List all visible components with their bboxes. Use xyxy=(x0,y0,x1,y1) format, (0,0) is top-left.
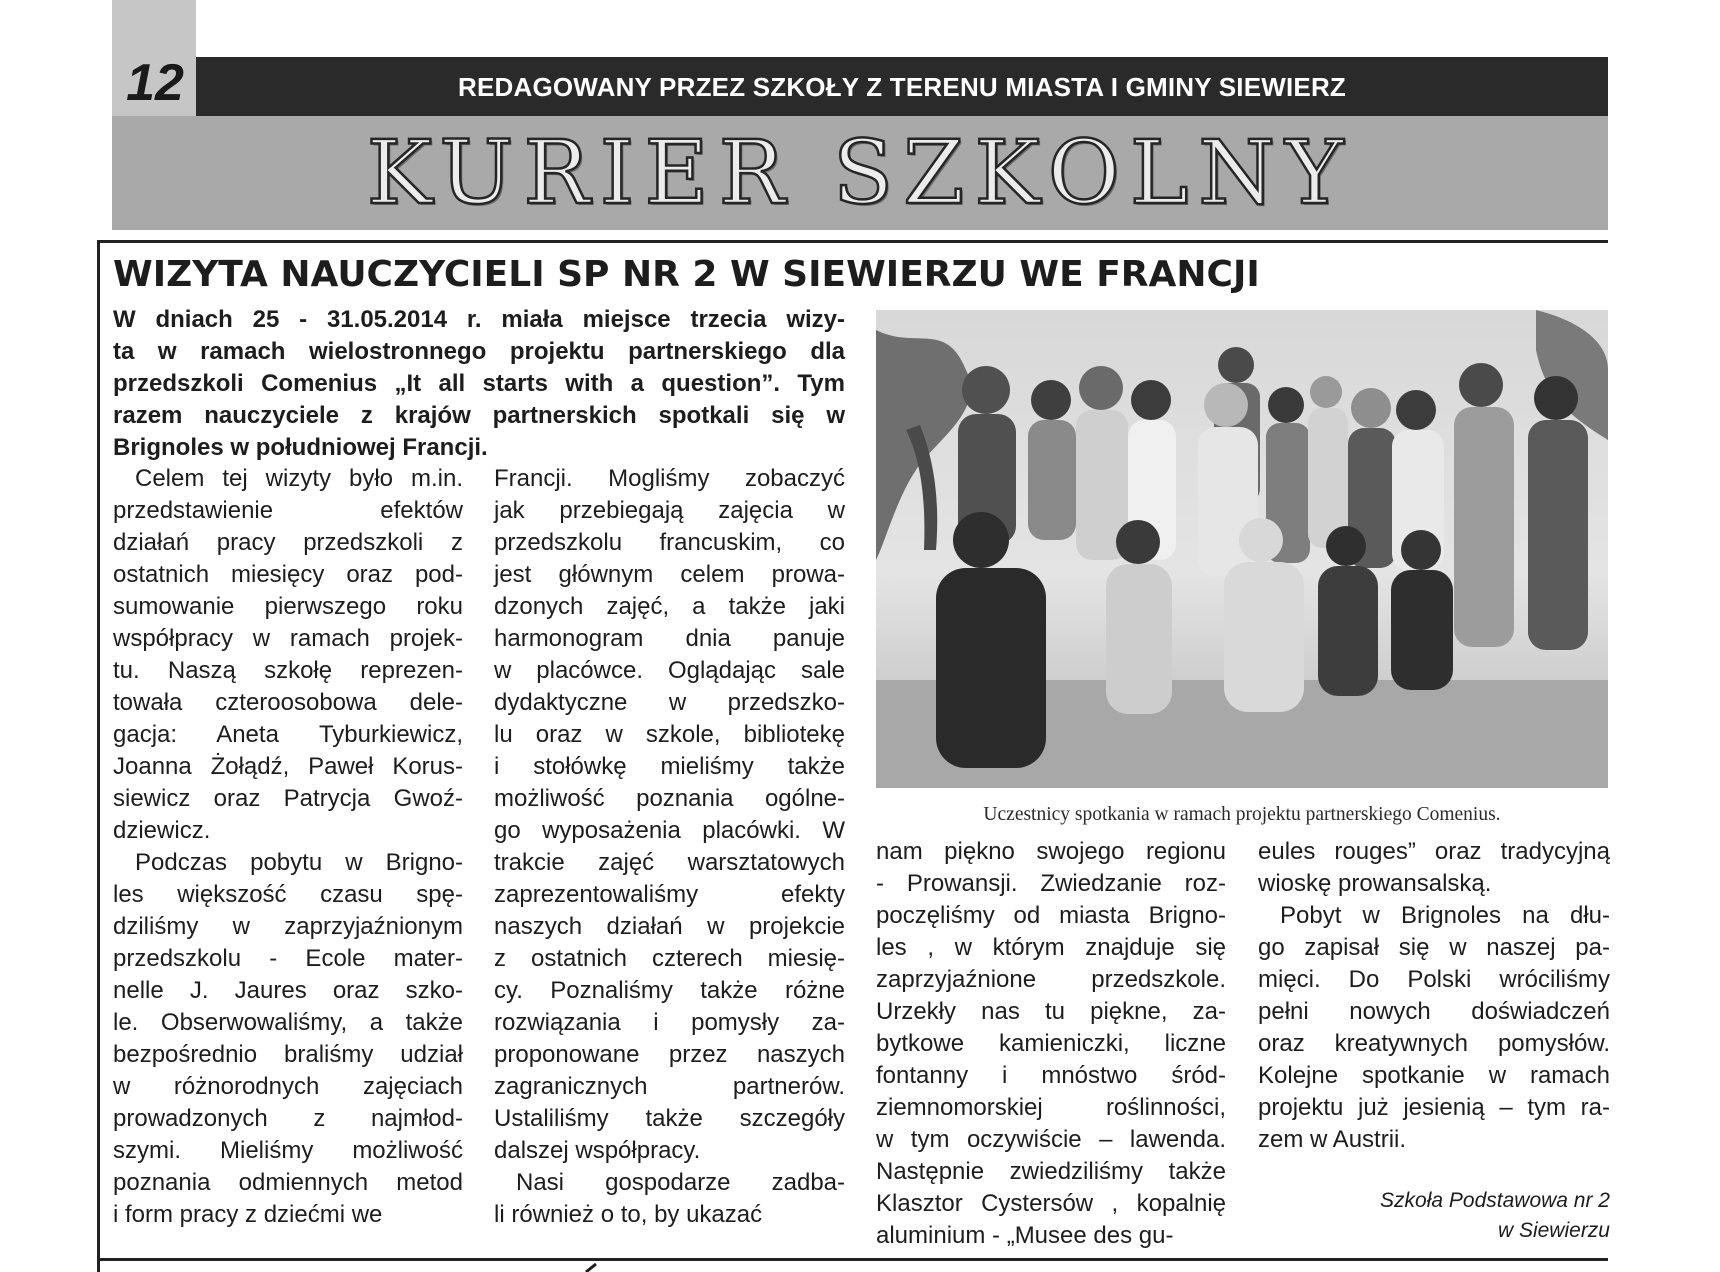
article-signature xyxy=(1258,1186,1610,1246)
article-frame-bottom-rule xyxy=(97,1258,1608,1261)
text-line: zaprezentowaliśmy efekty xyxy=(494,881,845,908)
text-line: aluminium - „Musee des gu- xyxy=(876,1222,1174,1249)
text-line: Podczas pobytu w Brigno- xyxy=(135,849,463,876)
text-line: Francji. Mogliśmy zobaczyć xyxy=(494,465,845,492)
group-photo-illustration xyxy=(876,310,1608,788)
text-line: nelle J. Jaures oraz szko- xyxy=(113,977,463,1004)
text-line: zagranicznych partnerów. xyxy=(494,1073,845,1100)
text-line: prowadzonych z najmłod- xyxy=(113,1105,463,1132)
text-line: siewicz oraz Patrycja Gwoź- xyxy=(113,785,463,812)
text-line: wioskę prowansalską. xyxy=(1258,870,1492,897)
text-line: proponowane przez naszych xyxy=(494,1041,845,1068)
text-line: lu oraz w szkole, bibliotekę xyxy=(494,721,845,748)
article-frame-top-rule xyxy=(97,240,1608,243)
text-line: i stołówkę mieliśmy także xyxy=(494,753,845,780)
group-photo xyxy=(876,310,1608,788)
text-line: mięci. Do Polski wróciliśmy xyxy=(1258,966,1610,993)
text-line: le. Obserwowaliśmy, a także xyxy=(113,1009,463,1036)
masthead-title: KURIER SZKOLNY xyxy=(366,121,1354,224)
article-headline: WIZYTA NAUCZYCIELI SP NR 2 W SIEWIERZU WE FRANCJI xyxy=(113,254,1260,295)
text-line: sumowanie pierwszego roku xyxy=(113,593,463,620)
text-line: Urzekły nas tu piękne, za- xyxy=(876,998,1226,1025)
text-line: przedszkolu francuskim, co xyxy=(494,529,845,556)
text-line: eules rouges” oraz tradycyjną xyxy=(1258,838,1610,865)
signature-school: Szkoła Podstawowa nr 2 xyxy=(1380,1189,1610,1212)
text-line: Pobyt w Brignoles na dłu- xyxy=(1280,902,1610,929)
text-line: poczęliśmy od miasta Brigno- xyxy=(876,902,1226,929)
text-line: Kolejne spotkanie w ramach xyxy=(1258,1062,1610,1089)
text-line: poznania odmiennych metod xyxy=(113,1169,463,1196)
banner-text: REDAGOWANY PRZEZ SZKOŁY Z TERENU MIASTA I GMINY SIEWIERZ xyxy=(457,72,1347,102)
text-line: trakcie zajęć warsztatowych xyxy=(494,849,845,876)
text-line: fontanny i mnóstwo śród- xyxy=(876,1062,1226,1089)
text-line: przedstawienie efektów xyxy=(113,497,463,524)
text-line: zaprzyjaźnione przedszkole. xyxy=(876,966,1226,993)
photo-caption: Uczestnicy spotkania w ramach projektu partnerskiego Comenius. xyxy=(983,804,1501,825)
text-line: Następnie zwiedziliśmy także xyxy=(876,1158,1226,1185)
text-line: dzonych zajęć, a także jaki xyxy=(494,593,845,620)
text-line: tu. Naszą szkołę reprezen- xyxy=(113,657,463,684)
text-line: ta w ramach wielostronnego projektu partnerskiego dla xyxy=(113,338,845,365)
text-line: ziemnomorskiej roślinności, xyxy=(876,1094,1226,1121)
text-line: les większość czasu spę- xyxy=(113,881,463,908)
page-number: 12 xyxy=(126,54,184,112)
text-line: jest głównym celem prowa- xyxy=(494,561,845,588)
article-column-4 xyxy=(1258,836,1610,1156)
text-line: w placówce. Oglądając sale xyxy=(494,657,845,684)
text-line: go zapisał się w naszej pa- xyxy=(1258,934,1610,961)
text-line: dziewicz. xyxy=(113,817,211,844)
text-line: Ustaliliśmy także szczegóły xyxy=(494,1105,845,1132)
text-line: w tym oczywiście – lawenda. xyxy=(876,1126,1226,1153)
text-line: bezpośrednio braliśmy udział xyxy=(113,1041,463,1068)
text-line: cy. Poznaliśmy także różne xyxy=(494,977,845,1004)
text-line: i form pracy z dziećmi we xyxy=(113,1201,383,1228)
text-line: bytkowe kamieniczki, liczne xyxy=(876,1030,1226,1057)
text-line: les , w którym znajduje się xyxy=(876,934,1226,961)
text-line: szymi. Mieliśmy możliwość xyxy=(113,1137,463,1164)
text-line: rozwiązania i pomysły za- xyxy=(494,1009,845,1036)
text-line: pełni nowych doświadczeń xyxy=(1258,998,1610,1025)
text-line: naszych działań w projekcie xyxy=(494,913,845,940)
text-line: Celem tej wizyty było m.in. xyxy=(135,465,463,492)
text-line: przedszkoli Comenius „It all starts with a question”. Tym xyxy=(113,370,845,397)
text-line: działań pracy przedszkoli z xyxy=(113,529,463,556)
text-line: W dniach 25 - 31.05.2014 r. miała miejsce trzecia wizy- xyxy=(113,306,845,333)
text-line: oraz kreatywnych pomysłów. xyxy=(1258,1030,1610,1057)
article-column-2 xyxy=(494,463,845,1231)
signature-town: w Siewierzu xyxy=(1497,1219,1610,1242)
text-line: gacja: Aneta Tyburkiewicz, xyxy=(113,721,463,748)
text-line: razem nauczyciele z krajów partnerskich spotkali się w xyxy=(113,402,845,429)
text-line: projektu już jesienią – tym ra- xyxy=(1258,1094,1610,1121)
text-line: zem w Austrii. xyxy=(1258,1126,1407,1153)
article-lead xyxy=(113,304,845,464)
text-line: jak przebiegają zajęcia w xyxy=(494,497,845,524)
text-line: li również o to, by ukazać xyxy=(494,1201,763,1228)
text-line: towała czteroosobowa dele- xyxy=(113,689,463,716)
text-line: z ostatnich czterech miesię- xyxy=(494,945,845,972)
text-line: dziliśmy w zaprzyjaźnionym xyxy=(113,913,463,940)
text-line: możliwość poznania ogólne- xyxy=(494,785,845,812)
text-line: Brignoles w południowej Francji. xyxy=(113,434,488,461)
text-line: ostatnich miesięcy oraz pod- xyxy=(113,561,463,588)
cut-off-next-article-mark xyxy=(580,1262,602,1272)
article-frame-left-rule xyxy=(97,240,100,1272)
text-line: przedszkolu - Ecole mater- xyxy=(113,945,463,972)
article-column-1 xyxy=(113,463,463,1231)
article-column-3 xyxy=(876,836,1226,1252)
text-line: dalszej współpracy. xyxy=(494,1137,701,1164)
text-line: - Prowansji. Zwiedzanie roz- xyxy=(876,870,1226,897)
text-line: Joanna Żołądź, Paweł Korus- xyxy=(113,753,463,780)
text-line: współpracy w ramach projek- xyxy=(113,625,463,652)
text-line: Klasztor Cystersów , kopalnię xyxy=(876,1190,1226,1217)
text-line: Nasi gospodarze zadba- xyxy=(516,1169,845,1196)
text-line: harmonogram dnia panuje xyxy=(494,625,845,652)
text-line: nam piękno swojego regionu xyxy=(876,838,1226,865)
text-line: w różnorodnych zajęciach xyxy=(113,1073,463,1100)
text-line: go wyposażenia placówki. W xyxy=(494,817,845,844)
text-line: dydaktyczne w przedszko- xyxy=(494,689,845,716)
